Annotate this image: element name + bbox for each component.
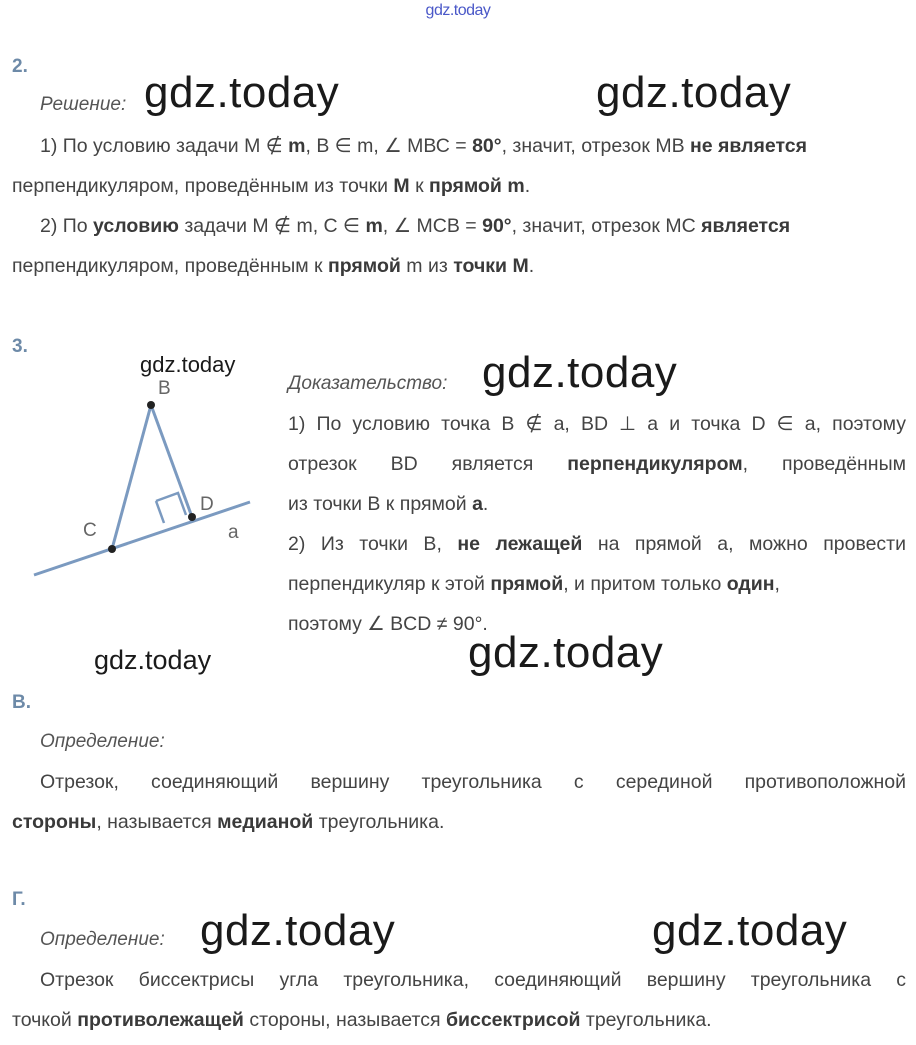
task-v-number: В.: [12, 692, 31, 713]
watermark: gdz.today: [652, 906, 848, 955]
task-g-line-2: точкой противолежащей стороны, называется биссектрисой треугольника.: [12, 1009, 712, 1031]
watermark: gdz.today: [482, 348, 678, 397]
label-b: B: [158, 378, 171, 399]
task-3-line-2: отрезок BD является перпендикуляром, проведённым: [288, 453, 906, 475]
task-g-label: Определение:: [40, 929, 165, 950]
segment-bc: [112, 405, 151, 549]
task-2-line-4: перпендикуляром, проведённым к прямой m из точки М.: [12, 255, 535, 277]
label-c: C: [83, 520, 97, 541]
perpendicular-figure: [0, 360, 270, 590]
task-2-line-3: 2) По условию задачи М ∉ m, С ∈ m, ∠ МСВ = 90°, значит, отрезок МС является: [40, 215, 791, 237]
label-d: D: [200, 494, 214, 515]
point-c: [108, 545, 116, 553]
task-v-label: Определение:: [40, 731, 165, 752]
watermark: gdz.today: [140, 352, 236, 377]
task-2-line-2: перпендикуляром, проведённым из точки М к прямой m.: [12, 175, 531, 197]
watermark: gdz.today: [468, 628, 664, 677]
point-d: [188, 513, 196, 521]
task-3-line-5: перпендикуляр к этой прямой, и притом только один,: [288, 573, 780, 595]
top-watermark: gdz.today: [425, 2, 491, 19]
label-a: a: [228, 522, 239, 543]
watermark: gdz.today: [94, 645, 212, 675]
task-v-line-1: Отрезок, соединяющий вершину треугольника с серединой противоположной: [40, 771, 906, 793]
task-3-number: 3.: [12, 336, 28, 357]
task-3-line-3: из точки В к прямой а.: [288, 493, 489, 515]
task-v-line-2: стороны, называется медианой треугольника.: [12, 811, 445, 833]
task-2-number: 2.: [12, 56, 28, 77]
task-3-line-6: поэтому ∠ BCD ≠ 90°.: [288, 613, 488, 635]
task-3-line-1: 1) По условию точка В ∉ а, BD ⊥ а и точка D ∈ а, поэтому: [288, 413, 906, 435]
right-angle-mark: [156, 501, 164, 523]
task-g-number: Г.: [12, 889, 26, 910]
point-b: [147, 401, 155, 409]
task-3-line-4: 2) Из точки В, не лежащей на прямой а, можно провести: [288, 533, 907, 555]
watermark: gdz.today: [200, 906, 396, 955]
task-2-line-1: 1) По условию задачи М ∉ m, В ∈ m, ∠ МВС = 80°, значит, отрезок МВ не является: [40, 135, 808, 157]
watermark: gdz.today: [144, 68, 340, 117]
task-2-label: Решение:: [40, 94, 127, 115]
line-a: [34, 502, 250, 575]
watermark: gdz.today: [596, 68, 792, 117]
task-g-line-1: Отрезок биссектрисы угла треугольника, соединяющий вершину треугольника с: [40, 969, 906, 991]
task-3-label: Доказательство:: [288, 373, 448, 394]
